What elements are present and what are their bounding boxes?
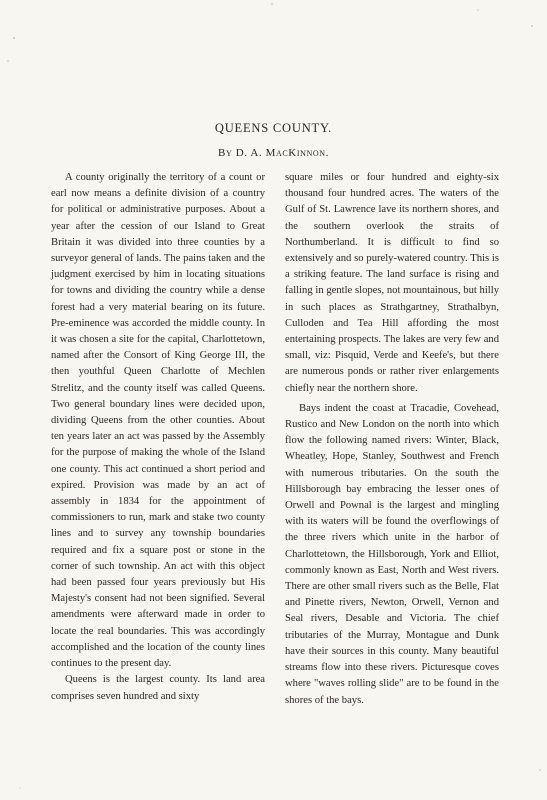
paragraph: Queens is the largest county. Its land area comprises seven hundred and sixty bbox=[51, 674, 265, 702]
right-column bbox=[285, 170, 499, 709]
paragraph: A county originally the territory of a count or earl now means a definite division of a country for political or administrative purposes. About a year after the cession of our Island to Great Britain it was divided into three counties by a surveyor general of lands. The pains taken and the judgment exercised by him in locating situations for towns and dividing the country while a dense forest had a very material bearing on its future. Pre-eminence was accorded the middle county. In it was chosen a site for the capital, Charlottetown, named after the Consort of King George III, the then youthful Queen Charlotte of Mechlen Strelitz, and the county itself was called Queens. Two general boundary lines were decided upon, dividing Queens from the other counties. About ten years later an act was passed by the Assembly for the purpose of making the whole of the Island one county. This act continued a short period and expired. Provision was made by an act of assembly in 1834 for the appointment of commissioners to run, mark and stake two county lines and to survey any township boundaries required and fix a square post or stone in the corner of such township. An act with this object had been passed four years previously but His Majesty's consent had not been signified. Several amendments were afterward made in order to locate the real boundaries. This was accordingly accomplished and the location of the county lines continues to the present day. bbox=[51, 172, 265, 670]
left-column bbox=[51, 170, 265, 705]
paragraph: square miles or four hundred and eighty-six thousand four hundred acres. The waters of the Gulf of St. Lawrence lave its northern shores, and the southern overlook the straits of Northumberland. It is difficult to find so extensively and so purely-watered country. This is a striking feature. The land surface is rising and falling in gentle slopes, not mountainous, but hilly in such places as Strathgartney, Strathalbyn, Culloden and Tea Hill affording the most entertaining prospects. The lakes are very few and small, viz: Pisquid, Verde and Keefe's, but there are numerous ponds or rather river enlargements chiefly near the northern shore. bbox=[285, 172, 499, 394]
article-byline bbox=[0, 147, 547, 159]
article-title: QUEENS COUNTY. bbox=[214, 121, 333, 135]
paragraph: Bays indent the coast at Tracadie, Covehead, Rustico and New London on the north into which flow the following named rivers: Winter, Black, Wheatley, Hope, Stanley, Southwest and French with numerous tributaries. On the south the Hillsborough bay embracing the lesser ones of Orwell and Pownal is the largest and mingling with its waters will be found the overflowings of the three rivers which unite in the harbor of Charlottetown, the Hillsborough, York and Elliot, commonly known as East, North and West rivers. There are other small rivers such as the Belle, Flat and Pinette rivers, Newton, Orwell, Vernon and Seal rivers, Desable and Victoria. The chief tributaries of the Murray, Montague and Dunk have their sources in this county. Many beautiful streams flow into these rivers. Picturesque coves where "waves rolling slide" are to be found in the shores of the bays. bbox=[285, 402, 499, 706]
byline-text: By D. A. MacKinnon. bbox=[218, 147, 329, 159]
